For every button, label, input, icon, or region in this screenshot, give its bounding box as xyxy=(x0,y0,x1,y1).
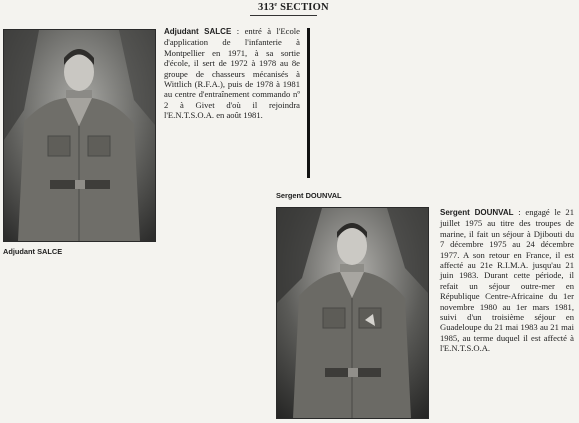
bio-name-dounval: Sergent DOUNVAL xyxy=(440,208,514,217)
section-suffix: e xyxy=(274,2,278,8)
heading-rule xyxy=(250,15,317,16)
photo-sergent-dounval xyxy=(276,207,429,419)
photo-adjudant-salce xyxy=(3,29,156,242)
bio-text-salce: : entré à l'Ecole d'application de l'infanterie à Montpellier en 1971, à sa sortie d'école, il sert de 1972 à 1978 au 8e groupe de chasseurs mécanisés à Wittlich (R.F.A.), puis de 1978 à 1981 au centre d'entraînement commando nº 2 à Givet d'où il rejoindra l'E.N.T.S.O.A. en août 1981. xyxy=(164,26,300,121)
bio-sergent-dounval xyxy=(440,207,574,417)
photo-caption-dounval: Sergent DOUNVAL xyxy=(276,191,342,200)
section-word: SECTION xyxy=(280,2,329,13)
bio-name-salce: Adjudant SALCE xyxy=(164,27,232,36)
bio-text-dounval: : engagé le 21 juillet 1975 au titre des troupes de marine, il fait un séjour à Djibouti du 7 décembre 1975 au 24 décembre 1977. A son retour en France, il est affecté au 21e R.I.M.A. jusqu'au 21 juin 1983. Durant cette période, il refait un séjour outre-mer en République Centre-Africaine du 1er novembre 1980 au 1er mars 1981, suivi d'un troisième séjour en Guadeloupe du 21 mai 1983 au 21 mai 1985, au terme duquel il est affecté à l'E.N.T.S.O.A. xyxy=(440,207,574,354)
section-heading xyxy=(258,2,329,16)
photo-caption-salce: Adjudant SALCE xyxy=(3,247,63,256)
section-number: 313 xyxy=(258,2,275,13)
vertical-rule xyxy=(307,28,310,178)
bio-adjudant-salce xyxy=(164,26,300,176)
